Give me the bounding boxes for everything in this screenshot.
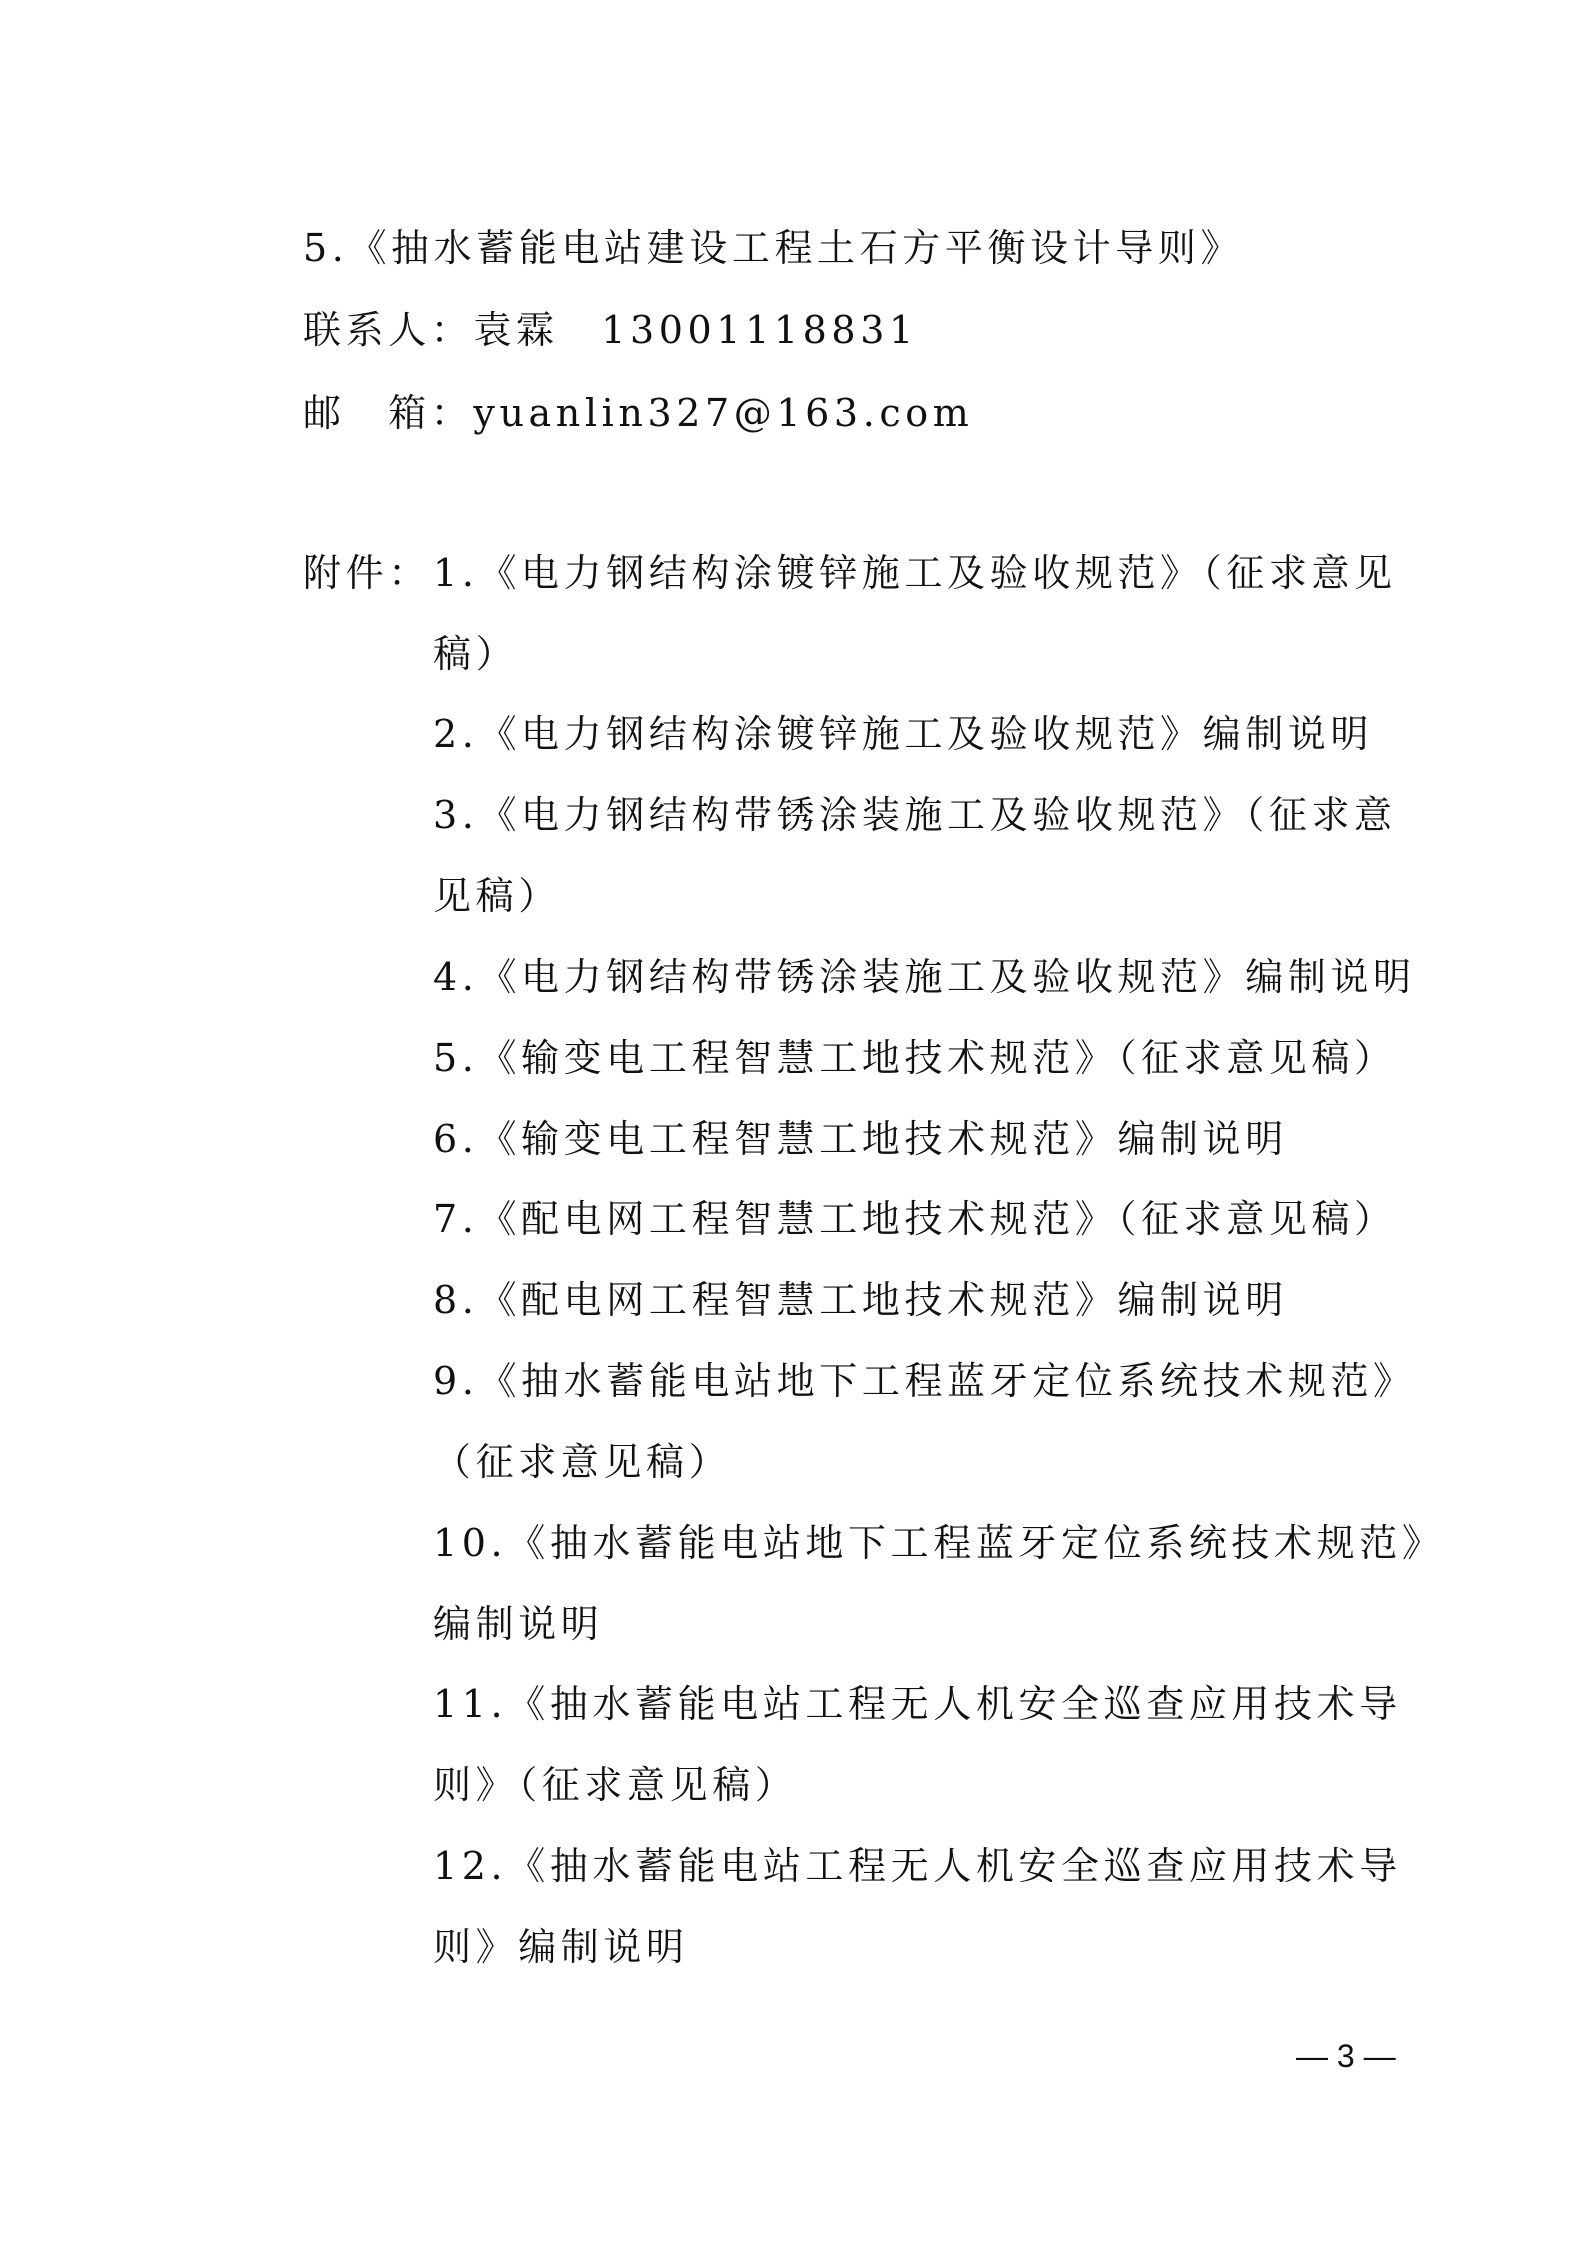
attachment-8: 8.《配电网工程智慧工地技术规范》编制说明 — [433, 1278, 1288, 1322]
attachment-1-cont: 稿） — [433, 632, 519, 676]
contact-line: 联系人：袁霖 13001118831 — [303, 308, 918, 352]
attachment-1: 1.《电力钢结构涂镀锌施工及验收规范》（征求意见 — [433, 551, 1397, 595]
attachment-9: 9.《抽水蓄能电站地下工程蓝牙定位系统技术规范》 — [433, 1359, 1416, 1403]
item5-title: 5.《抽水蓄能电站建设工程土石方平衡设计导则》 — [303, 226, 1244, 270]
email-line: 邮 箱：yuanlin327@163.com — [303, 391, 974, 435]
attachment-7: 7.《配电网工程智慧工地技术规范》（征求意见稿） — [433, 1197, 1397, 1241]
attachment-9-cont: （征求意见稿） — [433, 1440, 732, 1484]
attachment-12-cont: 则》编制说明 — [433, 1925, 689, 1969]
attachment-5: 5.《输变电工程智慧工地技术规范》（征求意见稿） — [433, 1036, 1397, 1080]
page-number: — 3 — — [1296, 2038, 1396, 2074]
attachment-6: 6.《输变电工程智慧工地技术规范》编制说明 — [433, 1117, 1288, 1161]
attachments-label: 附件： — [303, 551, 431, 595]
attachment-11: 11.《抽水蓄能电站工程无人机安全巡查应用技术导 — [433, 1682, 1402, 1726]
attachment-12: 12.《抽水蓄能电站工程无人机安全巡查应用技术导 — [433, 1844, 1402, 1888]
attachment-3-cont: 见稿） — [433, 874, 561, 918]
attachment-10: 10.《抽水蓄能电站地下工程蓝牙定位系统技术规范》 — [433, 1521, 1445, 1565]
attachment-4: 4.《电力钢结构带锈涂装施工及验收规范》编制说明 — [433, 955, 1416, 999]
attachment-2: 2.《电力钢结构涂镀锌施工及验收规范》编制说明 — [433, 712, 1374, 756]
attachment-10-cont: 编制说明 — [433, 1602, 604, 1646]
attachment-11-cont: 则》（征求意见稿） — [433, 1763, 798, 1807]
attachment-3: 3.《电力钢结构带锈涂装施工及验收规范》（征求意 — [433, 793, 1397, 837]
